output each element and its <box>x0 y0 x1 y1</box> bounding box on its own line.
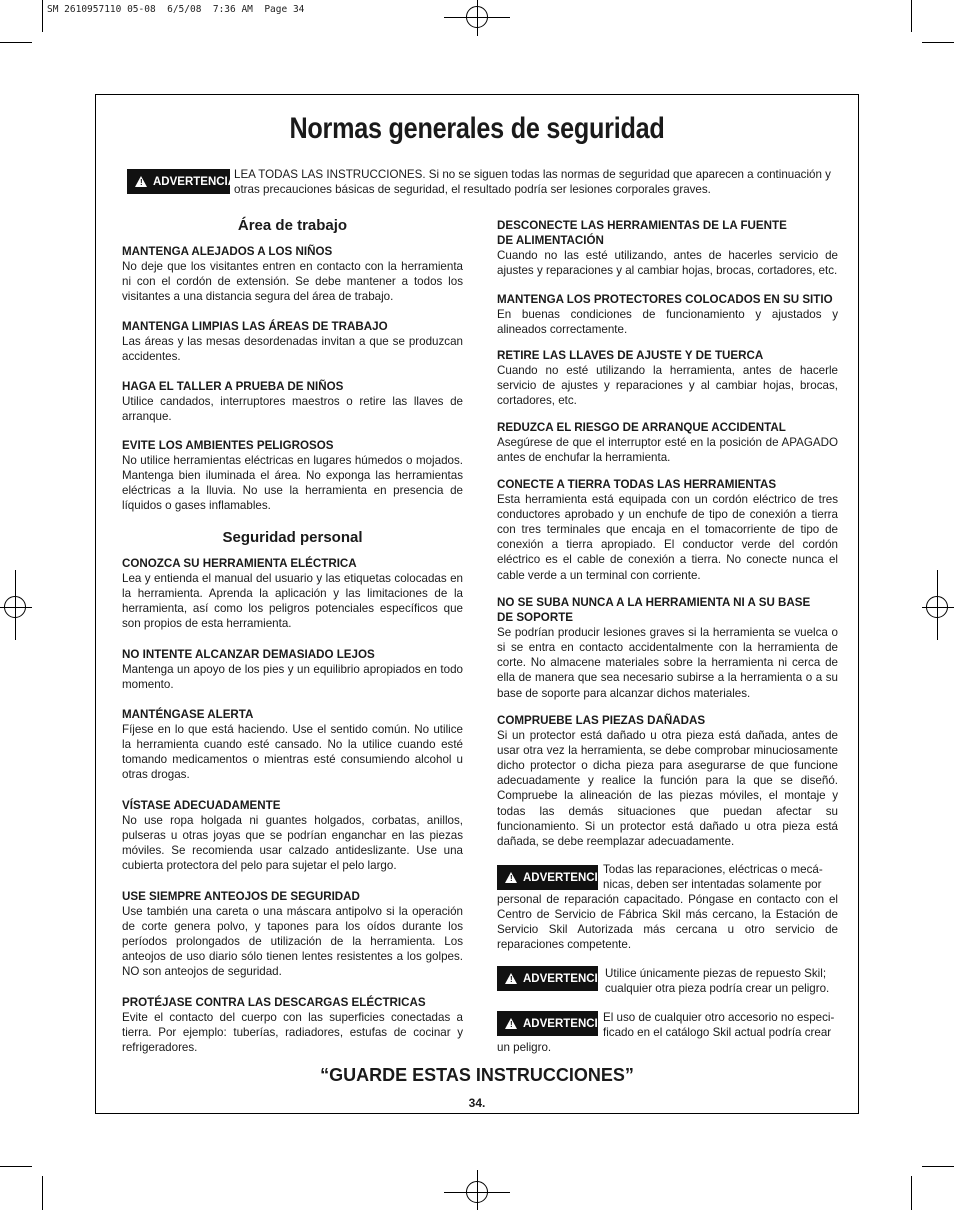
rule-block <box>122 319 463 364</box>
rule-heading: COMPRUEBE LAS PIEZAS DAÑADAS <box>497 714 706 727</box>
rule-heading: EVITE LOS AMBIENTES PELIGROSOS <box>122 439 334 452</box>
warning-text: un peligro. <box>497 1041 552 1054</box>
section-heading: Seguridad personal <box>222 529 363 546</box>
printer-slug: SM 2610957110 05-08 6/5/08 7:36 AM Page 34 <box>47 4 305 15</box>
rule-text: Se podrían producir lesiones graves si la herramienta se vuelca o si se entra en contacto accidentalmente con la herramienta de corte. No almacene materiales sobre la herramienta ni cerca de ella de manera que sea necesario subirse a la herramienta o a su base de soporte para alcanzar dichos materiales. <box>497 626 838 700</box>
warning-label: ADVERTENCIA <box>523 871 607 884</box>
rule-block <box>122 647 463 692</box>
rule-heading: HAGA EL TALLER A PRUEBA DE NIÑOS <box>122 380 344 393</box>
warning-badge <box>497 966 607 991</box>
rule-text: Evite el contacto del cuerpo con las superficies conectadas a tierra. Por ejemplo: tuberías, radiadores, estufas de cocinar y refrigeradores. <box>122 1011 463 1055</box>
registration-line <box>937 570 938 640</box>
rule-text: No deje que los visitantes entren en contacto con la herramienta ni con el cordón de extensión. Se debe mantener a todos los visitantes a una distancia segura del área de trabajo. <box>122 260 463 304</box>
crop-mark <box>922 42 954 43</box>
warning-badge <box>497 1011 607 1036</box>
rule-text: No utilice herramientas eléctricas en lugares húmedos o mojados. Mantenga bien iluminada el área. No exponga las herramientas eléctricas a la lluvia. No use la herramienta en presencia de líquidos o gases inflamables. <box>122 454 463 513</box>
rule-text: Cuando no esté utilizando la herramienta, antes de hacerle servicio de ajustes y reparaciones y al cambiar hojas, brocas, cortadores, etc. <box>497 364 838 408</box>
rule-block <box>497 348 838 408</box>
warning-line: cualquier otra pieza podría crear un peligro. <box>605 982 830 995</box>
rule-heading: DESCONECTE LAS HERRAMIENTAS DE LA FUENTE <box>497 219 787 232</box>
section-heading: Área de trabajo <box>237 217 348 234</box>
crop-mark <box>911 1176 912 1210</box>
warning-triangle-icon: ! <box>135 176 147 187</box>
rule-block <box>497 218 838 278</box>
rule-heading: CONOZCA SU HERRAMIENTA ELÉCTRICA <box>122 557 357 570</box>
warning-line: nicas, deben ser intentadas solamente por <box>603 878 822 891</box>
crop-mark <box>0 1166 32 1167</box>
crop-mark <box>922 1166 954 1167</box>
rule-block <box>122 889 463 980</box>
rule-heading: MANTENGA LOS PROTECTORES COLOCADOS EN SU SITIO <box>497 293 833 306</box>
rule-block <box>497 292 838 337</box>
footer-notice: “GUARDE ESTAS INSTRUCCIONES” <box>320 1065 634 1085</box>
page-number: 34. <box>468 1096 486 1110</box>
warning-line: Utilice únicamente piezas de repuesto Skil; <box>605 967 827 980</box>
registration-line <box>477 0 478 36</box>
registration-line <box>15 570 16 640</box>
rule-heading: MANTENGA LIMPIAS LAS ÁREAS DE TRABAJO <box>122 320 388 333</box>
rule-heading: VÍSTASE ADECUADAMENTE <box>122 799 281 812</box>
rule-text: No use ropa holgada ni guantes holgados, corbatas, anillos, pulseras u otras joyas que se podrían enganchar en las piezas móviles. Se recomienda usar calzado antideslizante. Use una cubierta protectora del pelo para sujetar el pelo largo. <box>122 814 463 873</box>
rule-heading: RETIRE LAS LLAVES DE AJUSTE Y DE TUERCA <box>497 349 764 362</box>
rule-text: Use también una careta o una máscara antipolvo si la operación de corte genera polvo, y tapones para los oídos durante los períodos prolongados de utilización de la herramienta. Los anteojos de uso diario sólo tienen lentes resistentes a los golpes. NO son anteojos de seguridad. <box>122 905 463 979</box>
rule-heading: NO INTENTE ALCANZAR DEMASIADO LEJOS <box>122 648 375 661</box>
rule-text: Si un protector está dañado u otra pieza está dañada, antes de usar otra vez la herramienta, se debe comprobar minuciosamente dicho protector o dicha pieza para asegurarse de que funcione adecuadamente y realice la función para la que se diseñó. Compruebe la alineación de las piezas móviles, el montaje y todas las demás situaciones que puedan afectar su funcionamiento. Si un protector está dañado u otra pieza está dañada, se debe reemplazar adecuadamente. <box>497 729 838 848</box>
rule-block <box>497 477 838 583</box>
warning-text: personal de reparación capacitado. Póngase en contacto con el Centro de Servicio de Fábrica Skil más cercano, la Estación de Servicio Skil Autorizada más cercana u otro servicio de reparaciones competente. <box>497 893 838 952</box>
rule-text: Asegúrese de que el interruptor esté en la posición de APAGADO antes de enchufar la herramienta. <box>497 436 838 465</box>
page-title: Normas generales de seguridad <box>289 112 665 145</box>
rule-block <box>122 707 463 782</box>
registration-line <box>0 607 32 608</box>
rule-block <box>497 420 838 465</box>
rule-block <box>497 595 838 701</box>
rule-text: Utilice candados, interruptores maestros o retire las llaves de arranque. <box>122 395 463 424</box>
rule-heading: CONECTE A TIERRA TODAS LAS HERRAMIENTAS <box>497 478 777 491</box>
warning-label: ADVERTENCIA <box>153 175 237 188</box>
rule-heading: PROTÉJASE CONTRA LAS DESCARGAS ELÉCTRICAS <box>122 996 426 1009</box>
rule-heading: MANTÉNGASE ALERTA <box>122 708 254 721</box>
rule-heading-cont: DE SOPORTE <box>497 611 574 625</box>
warning-label: ADVERTENCIA <box>523 972 607 985</box>
registration-line <box>477 1170 478 1210</box>
rule-text: Esta herramienta está equipada con un cordón eléctrico de tres conductores aprobado y un enchufe de tipo de conexión a tierra con tres terminales que encaja en el tomacorriente de tipo de conexión a tierra apropiado. El conductor verde del cordón eléctrico es el cable de conexión a tierra. No conecte nunca el cable verde a un terminal con corriente. <box>497 493 838 582</box>
warning-line: El uso de cualquier otro accesorio no especi- <box>603 1011 835 1024</box>
rule-text: En buenas condiciones de funcionamiento y ajustados y alineados correctamente. <box>497 308 838 337</box>
rule-block <box>122 995 463 1055</box>
rule-block <box>122 556 463 631</box>
warning-triangle-icon: ! <box>505 1018 517 1029</box>
crop-mark <box>911 0 912 32</box>
warning-triangle-icon: ! <box>505 872 517 883</box>
rule-heading-cont: DE ALIMENTACIÓN <box>497 234 604 248</box>
rule-heading: MANTENGA ALEJADOS A LOS NIÑOS <box>122 245 333 258</box>
rule-block <box>497 713 838 849</box>
rule-block <box>122 798 463 873</box>
warning-line: Todas las reparaciones, eléctricas o mecá- <box>603 863 823 876</box>
crop-mark <box>0 42 32 43</box>
rule-heading: USE SIEMPRE ANTEOJOS DE SEGURIDAD <box>122 890 360 903</box>
crop-mark <box>42 1176 43 1210</box>
crop-mark <box>42 0 43 32</box>
warning-label: ADVERTENCIA <box>523 1017 607 1030</box>
rule-block <box>122 438 463 513</box>
rule-block <box>122 244 463 304</box>
left-column <box>122 218 463 1063</box>
warning-badge <box>497 865 607 890</box>
rule-heading: NO SE SUBA NUNCA A LA HERRAMIENTA NI A SU BASE <box>497 596 811 609</box>
warning-triangle-icon: ! <box>505 973 517 984</box>
warning-badge <box>127 169 237 194</box>
rule-text: Lea y entienda el manual del usuario y las etiquetas colocadas en la herramienta. Aprenda la aplicación y las limitaciones de la herramienta, así como los peligros potenciales específicos que son propios de esta herramienta. <box>122 572 463 631</box>
registration-line <box>922 607 954 608</box>
intro-text: LEA TODAS LAS INSTRUCCIONES. Si no se siguen todas las normas de seguridad que aparecen a continuación y otras precauciones básicas de seguridad, el resultado podría ser lesiones corporales graves. <box>234 168 831 196</box>
rule-block <box>122 379 463 424</box>
warning-line: ficado en el catálogo Skil actual podría crear <box>603 1026 832 1039</box>
rule-text: Fíjese en lo que está haciendo. Use el sentido común. No utilice la herramienta cuando esté cansado. No la utilice cuando esté tomando medicamentos o mientras esté consumiendo alcohol u otras drogas. <box>122 723 463 782</box>
rule-text: Cuando no las esté utilizando, antes de hacerles servicio de ajustes y reparaciones y al cambiar hojas, brocas, cortadores, etc. <box>497 249 838 278</box>
rule-text: Mantenga un apoyo de los pies y un equilibrio apropiados en todo momento. <box>122 663 463 692</box>
rule-heading: REDUZCA EL RIESGO DE ARRANQUE ACCIDENTAL <box>497 421 786 434</box>
rule-text: Las áreas y las mesas desordenadas invitan a que se produzcan accidentes. <box>122 335 463 364</box>
